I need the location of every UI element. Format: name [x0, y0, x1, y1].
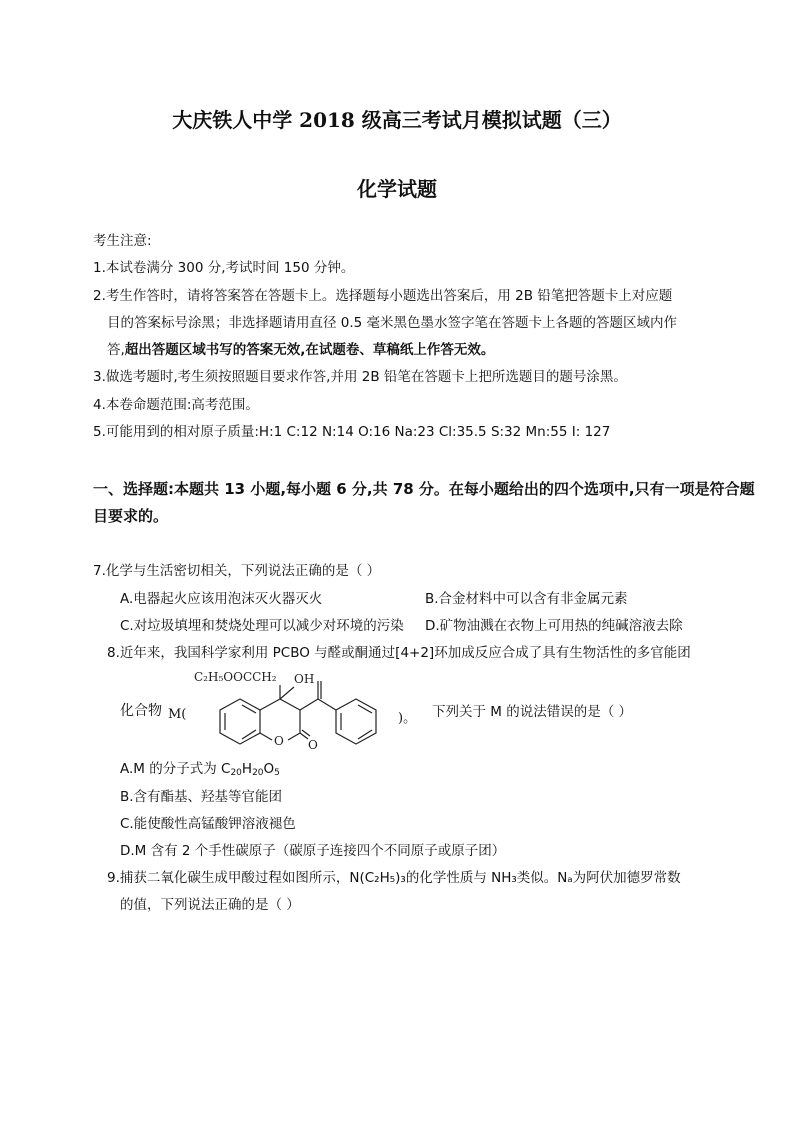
- q8-a-sub-c: 20: [230, 768, 242, 778]
- q8-compound-prefix: 化合物: [120, 703, 162, 719]
- struct-label-ester: C₂H₅OOCCH₂: [194, 670, 277, 684]
- q8-a-sub-h: 20: [252, 768, 264, 778]
- notes-heading: 考生注意:: [93, 233, 152, 249]
- note-5: 5.可能用到的相对原子质量:H:1 C:12 N:14 O:16 Na:23 Cl:35.5 S:32 Mn:55 I: 127: [93, 424, 611, 440]
- q8-option-a: [120, 757, 280, 778]
- q8-a-h: H: [241, 761, 253, 777]
- q8-option-c: C.能使酸性高锰酸钾溶液褪色: [120, 816, 296, 832]
- struct-label-ring-oxygen: O: [274, 734, 284, 748]
- q8-a-prefix: A.M 的分子式为 C: [120, 761, 231, 777]
- q8-a-sub-o: 5: [274, 768, 280, 778]
- q8-close-paren: )。: [398, 711, 417, 726]
- note-2-line3: [107, 340, 494, 360]
- struct-label-carbonyl-oxygen: O: [308, 738, 318, 752]
- q8-option-d: D.M 含有 2 个手性碳原子（碳原子连接四个不同原子或原子团）: [120, 843, 506, 859]
- q9-line2: 的值，下列说法正确的是（ ）: [120, 897, 300, 913]
- q9-line1: 9.捕获二氧化碳生成甲酸过程如图所示，N(C₂H₅)₃的化学性质与 NH₃类似。Nₐ为阿伏加德罗常数: [107, 870, 681, 886]
- section-1-line1: 一、选择题:本题共 13 小题,每小题 6 分,共 78 分。在每小题给出的四个选项中,只有一项是符合题: [93, 480, 755, 498]
- note-2-line3-plain: 答,: [107, 342, 125, 358]
- note-4: 4.本卷命题范围:高考范围。: [93, 397, 259, 413]
- note-2-line1: 2.考生作答时，请将答案答在答题卡上。选择题每小题选出答案后，用 2B 铅笔把答题卡上对应题: [93, 288, 673, 304]
- q7-option-c: C.对垃圾填埋和焚烧处理可以减少对环境的污染: [120, 618, 404, 634]
- subject-title: 化学试题: [357, 177, 437, 201]
- q8-stem: 8.近年来，我国科学家利用 PCBO 与醛或酮通过[4+2]环加成反应合成了具有生物活性的多官能团: [107, 645, 691, 661]
- note-1: 1.本试卷满分 300 分,考试时间 150 分钟。: [93, 260, 355, 276]
- note-2-line3-bold: 超出答题区域书写的答案无效,在试题卷、草稿纸上作答无效。: [124, 342, 495, 358]
- note-3: 3.做选考题时,考生须按照题目要求作答,并用 2B 铅笔在答题卡上把所选题目的题号涂黑。: [93, 369, 627, 385]
- note-2-line2: 目的答案标号涂黑；非选择题请用直径 0.5 毫米黑色墨水签字笔在答题卡上各题的答题区域内作: [107, 315, 678, 331]
- section-1-line2: 目要求的。: [93, 507, 169, 525]
- q7-option-b: B.合金材料中可以含有非金属元素: [425, 591, 628, 607]
- q8-question: 下列关于 M 的说法错误的是（ ）: [432, 704, 633, 720]
- struct-label-oh: OH: [294, 672, 315, 686]
- q7-stem: 7.化学与生活密切相关，下列说法正确的是（ ）: [93, 563, 381, 579]
- q8-a-o: O: [263, 761, 275, 777]
- exam-title: 大庆铁人中学 2018 级高三考试月模拟试题（三）: [172, 108, 622, 132]
- q8-option-b: B.含有酯基、羟基等官能团: [120, 789, 283, 805]
- q7-option-d: D.矿物油溅在衣物上可用热的纯碱溶液去除: [425, 618, 683, 634]
- q7-option-a: A.电器起火应该用泡沫灭火器灭火: [120, 591, 323, 607]
- molecule-structure-diagram: [190, 663, 400, 758]
- q8-m-paren: M(: [168, 707, 187, 722]
